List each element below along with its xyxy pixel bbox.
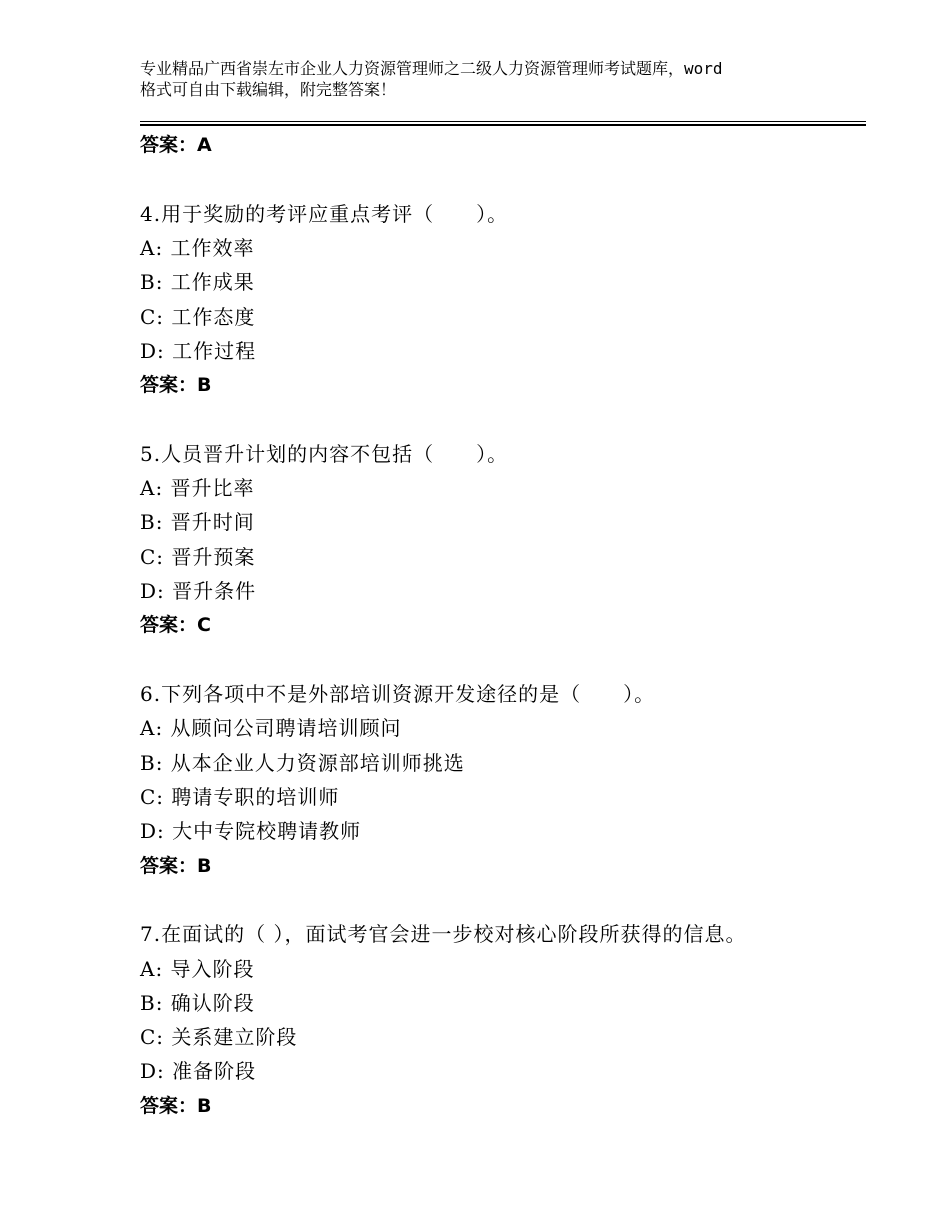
option-b: B: 晋升时间 (140, 510, 255, 535)
option-c: C: 聘请专职的培训师 (140, 784, 340, 809)
answer-label: 答案：C (140, 614, 211, 637)
question-stem: 4.用于奖励的考评应重点考评（ ）。 (140, 201, 509, 226)
option-c: C: 关系建立阶段 (140, 1025, 298, 1050)
header-line-1: 专业精品广西省崇左市企业人力资源管理师之二级人力资源管理师考试题库，word (140, 59, 723, 78)
question-stem: 6.下列各项中不是外部培训资源开发途径的是（ ）。 (140, 682, 656, 707)
question-block (140, 197, 860, 403)
option-d: D: 晋升条件 (140, 579, 257, 604)
header-line-2: 格式可自由下载编辑，附完整答案！ (140, 80, 397, 99)
answer-label: 答案：B (140, 374, 212, 397)
question-block (140, 917, 860, 1123)
question-block (140, 677, 860, 883)
answer-label: 答案：B (140, 1094, 212, 1117)
question-list (140, 128, 860, 1123)
option-a: A: 晋升比率 (140, 476, 255, 501)
option-a: A: 工作效率 (140, 235, 255, 260)
question-block (140, 437, 860, 643)
answer-label: 答案：B (140, 854, 212, 877)
option-b: B: 工作成果 (140, 270, 255, 295)
option-b: B: 从本企业人力资源部培训师挑选 (140, 750, 465, 775)
option-b: B: 确认阶段 (140, 990, 255, 1015)
option-a: A: 导入阶段 (140, 956, 255, 981)
option-a: A: 从顾问公司聘请培训顾问 (140, 716, 402, 741)
answer-label: 答案：A (140, 134, 212, 156)
document-header (140, 58, 840, 100)
header-divider (140, 121, 866, 126)
option-d: D: 准备阶段 (140, 1059, 257, 1084)
option-c: C: 工作态度 (140, 304, 256, 329)
question-stem: 7.在面试的（ ），面试考官会进一步校对核心阶段所获得的信息。 (140, 922, 747, 947)
option-d: D: 工作过程 (140, 338, 257, 363)
option-d: D: 大中专院校聘请教师 (140, 819, 362, 844)
question-stem: 5.人员晋升计划的内容不包括（ ）。 (140, 441, 509, 466)
option-c: C: 晋升预案 (140, 544, 256, 569)
